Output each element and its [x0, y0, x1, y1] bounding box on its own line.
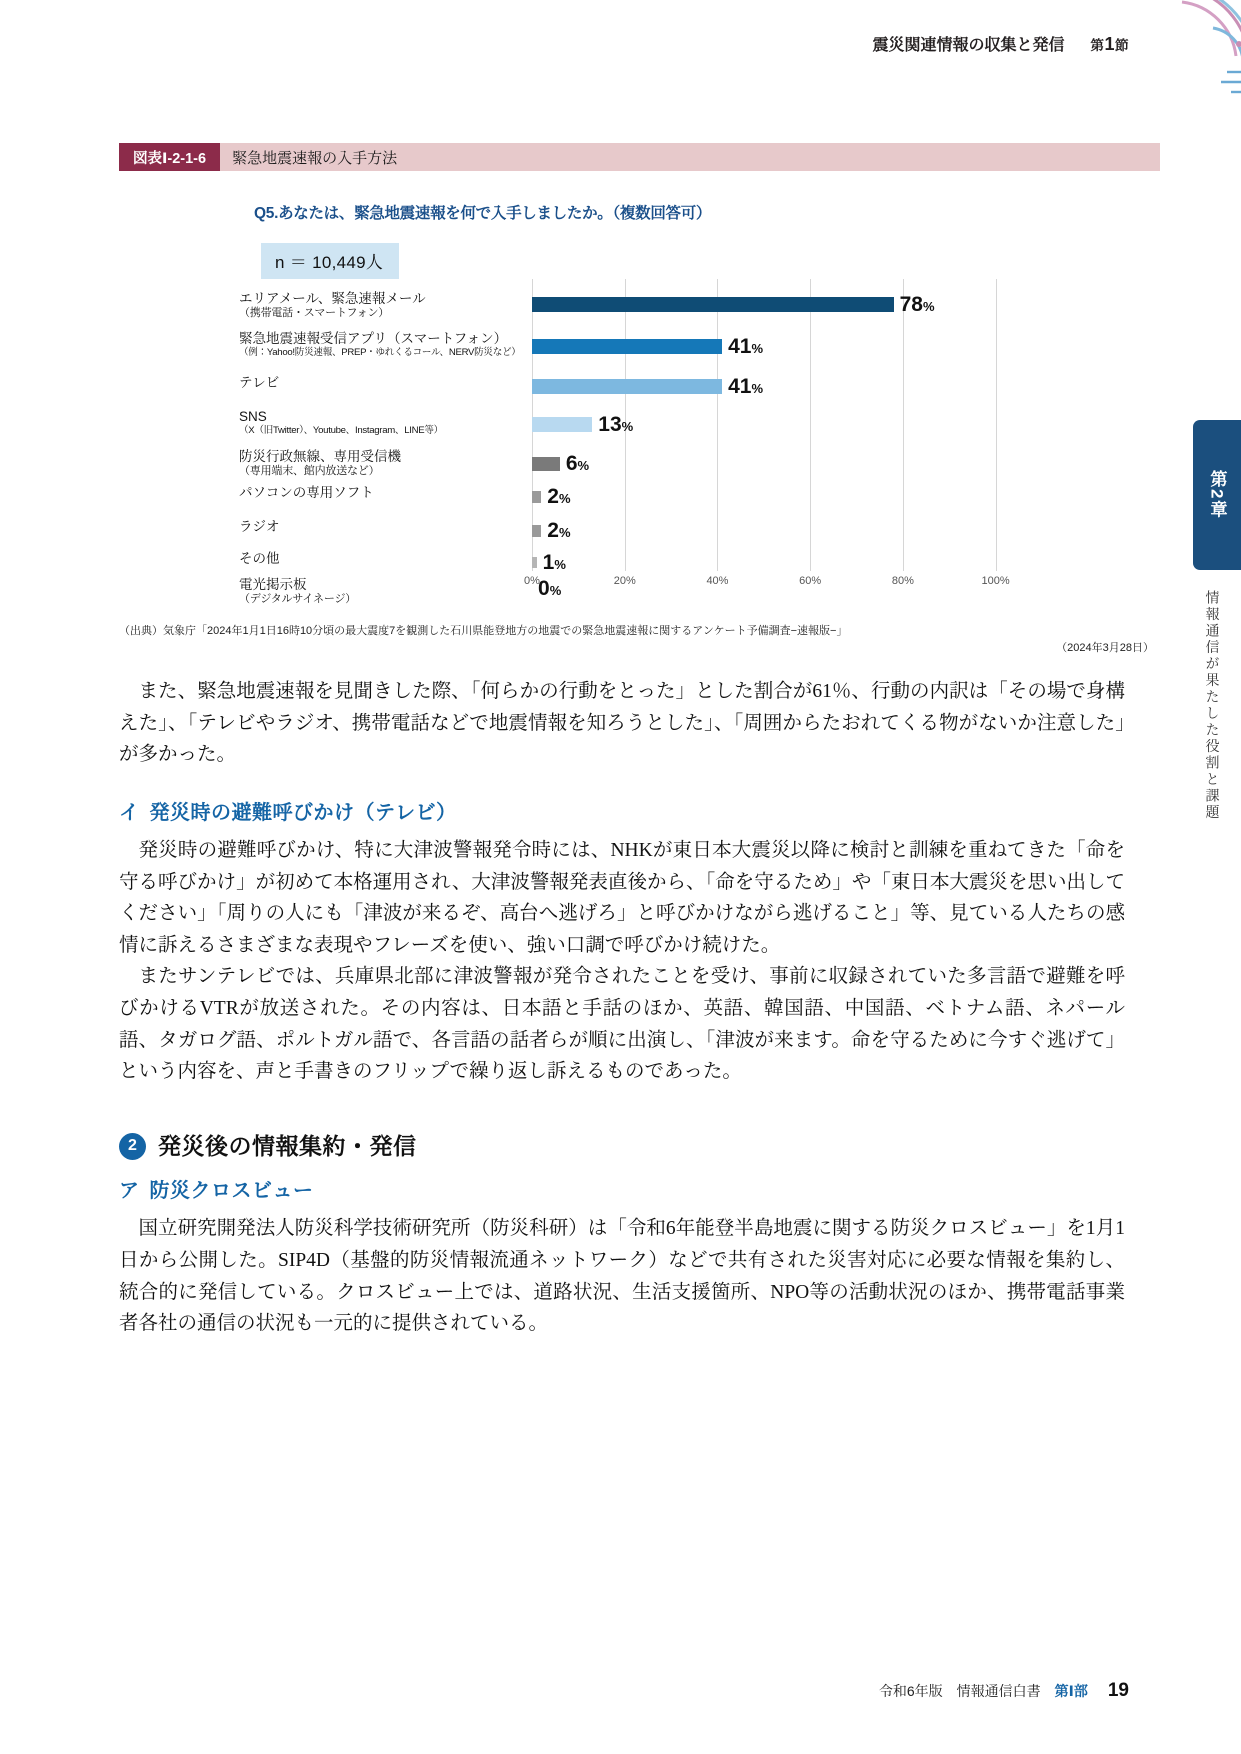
bar-value-number: 1	[542, 550, 555, 574]
bar-value-percent-sign: %	[554, 556, 566, 572]
category-label-main: エリアメール、緊急速報メール	[239, 291, 426, 306]
bar-value-percent-sign: %	[751, 380, 763, 396]
source-line-1: （出典）気象庁「2024年1月1日16時10分頃の最大震度7を観測した石川県能登地方の地震での緊急地震速報に関するアンケート予備調査−速報版−」	[119, 625, 848, 637]
header-title: 震災関連情報の収集と発信	[872, 37, 1065, 54]
figure-block	[119, 143, 1160, 654]
bar-value-percent-sign: %	[549, 583, 562, 598]
category-label	[239, 485, 529, 501]
bar-value-number: 0	[538, 577, 550, 600]
heading-text-a: 防災クロスビュー	[149, 1180, 314, 1202]
figure-caption: 緊急地震速報の入手方法	[220, 143, 1160, 171]
paragraph-2: 発災時の避難呼びかけ、特に大津波警報発令時には、NHKが東日本大震災以降に検討と訓練を重ねてきた「命を守る呼びかけ」が初めて本格運用され、大津波警報発表直後から、「命を守るため」や「東日本大震災を思い出してください」「周りの人にも「津波が来るぞ、高台へ逃げろ」と呼びかけながら逃げること」等、見ている人たちの感情に訴えるさまざまな表現やフレーズを使い、強い口調で呼びかけ続けた。	[119, 840, 1125, 956]
category-label	[239, 449, 529, 478]
bar-value-label	[900, 294, 935, 315]
category-label-column	[239, 279, 529, 605]
category-label-sub: （携帯電話・スマートフォン）	[239, 306, 390, 319]
heading-number-circle: 2	[119, 1133, 146, 1160]
figure-title-bar	[119, 143, 1160, 171]
paragraph-1: また、緊急地震速報を見聞きした際、「何らかの行動をとった」とした割合が61％、行動の内訳は「その場で身構えた」、「テレビやラジオ、携帯電話などで地震情報を知ろうとした」、「周囲からたおれてくる物がないか注意した」が多かった。	[119, 681, 1125, 766]
chart-bar	[532, 557, 537, 568]
bar-value-percent-sign: %	[577, 458, 590, 473]
gridline-60	[810, 279, 811, 571]
x-tick-label: 20%	[613, 575, 636, 587]
bar-value-label	[547, 520, 570, 541]
category-label-sub: （専用端末、館内放送など）	[239, 464, 380, 477]
footer-edition: 令和6年版	[878, 1683, 943, 1699]
x-tick-label: 60%	[799, 575, 822, 587]
page-footer	[879, 1680, 1129, 1702]
chart-bar	[532, 339, 722, 354]
category-label-main: ラジオ	[239, 519, 280, 534]
bar-value-number: 6	[565, 452, 578, 475]
category-label	[239, 519, 529, 535]
chart-bar	[532, 491, 541, 503]
gridline-100	[996, 279, 997, 571]
figure-body	[119, 171, 1160, 654]
chapter-side-tab-label: 第2章	[1207, 470, 1227, 520]
bar-value-number: 41	[728, 334, 752, 358]
bar-value-percent-sign: %	[922, 298, 935, 314]
bar-value-label	[728, 376, 763, 397]
chapter-side-tab	[1193, 420, 1241, 570]
category-label	[239, 409, 529, 436]
heading-marker-a: ア	[119, 1180, 140, 1202]
heading-sub-i	[119, 797, 1125, 829]
footer-doc-title: 情報通信白書	[956, 1683, 1041, 1699]
x-tick-label: 0%	[524, 575, 540, 587]
chart-bar	[532, 297, 894, 312]
heading-numbered-2	[119, 1128, 1125, 1165]
bar-value-number: 78	[899, 292, 923, 316]
category-label-main: 緊急地震速報受信アプリ（スマートフォン）	[239, 331, 508, 346]
bar-value-number: 2	[547, 485, 559, 508]
category-label-main: パソコンの専用ソフト	[239, 485, 374, 500]
footer-page-number: 19	[1107, 1680, 1129, 1701]
bar-value-percent-sign: %	[751, 340, 763, 356]
bar-value-number: 2	[547, 519, 559, 542]
heading-marker-i: イ	[119, 801, 140, 824]
bar-value-label	[566, 453, 589, 474]
x-axis-ticks	[524, 575, 1042, 595]
category-label-main: SNS	[239, 409, 267, 424]
category-label	[239, 375, 529, 391]
arc-graphic	[1081, 0, 1241, 118]
category-label-sub2: （X（旧Twitter）、Youtube、Instagram、LINE等）	[239, 424, 443, 436]
decorative-arcs	[1081, 0, 1241, 118]
bar-value-number: 41	[728, 374, 752, 398]
category-label	[239, 291, 529, 320]
chart-question-title: Q5.あなたは、緊急地震速報を何で入手しましたか。（複数回答可）	[254, 205, 712, 222]
bar-value-label	[598, 414, 633, 435]
header-section-number: 1	[1104, 34, 1115, 54]
figure-source-note	[119, 623, 1160, 656]
bar-value-label	[543, 552, 566, 573]
chart-bar	[532, 525, 541, 537]
heading-text-i: 発災時の避難呼びかけ（テレビ）	[149, 801, 457, 824]
bar-value-label	[547, 486, 570, 507]
gridline-40	[717, 279, 718, 571]
category-label	[239, 551, 529, 567]
bar-value-label	[728, 336, 763, 357]
bar-value-percent-sign: %	[558, 525, 571, 540]
paragraph-4: 国立研究開発法人防災科学技術研究所（防災科研）は「令和6年能登半島地震に関する防災クロスビュー」を1月1日から公開した。SIP4D（基盤的防災情報流通ネットワーク）などで共有された災害対応に必要な情報を集約し、統合的に発信している。クロスビュー上では、道路状況、生活支援箇所、NPO等の活動状況のほか、携帯電話事業者各社の通信の状況も一元的に提供されている。	[119, 1218, 1125, 1335]
category-label-main: テレビ	[239, 375, 280, 390]
footer-part: 第Ⅰ部	[1054, 1683, 1088, 1699]
category-label	[239, 577, 529, 606]
x-tick-label: 80%	[891, 575, 914, 587]
category-label-main: 防災行政無線、専用受信機	[239, 449, 401, 464]
category-label-main: その他	[239, 551, 280, 566]
chapter-side-text	[1203, 590, 1233, 910]
category-label-sub2: （例：Yahoo!防災速報、PREP・ゆれくるコール、NERV防災など）	[239, 346, 521, 358]
bar-value-percent-sign: %	[621, 418, 634, 434]
bar-value-number: 13	[598, 412, 622, 436]
figure-number-tag: 図表Ⅰ-2-1-6	[119, 143, 220, 171]
x-tick-label: 40%	[706, 575, 729, 587]
x-tick-label: 100%	[981, 575, 1010, 587]
heading-sub-a	[119, 1175, 1125, 1207]
header-section-label: 第1節	[1090, 34, 1129, 54]
category-label-main: 電光掲示板	[239, 577, 307, 592]
bar-value-percent-sign: %	[558, 491, 571, 506]
page-content	[119, 676, 1125, 1340]
source-line-2: （2024年3月28日）	[1056, 641, 1154, 654]
page-header	[0, 0, 1241, 92]
category-label	[239, 331, 529, 358]
sample-size-badge: n ＝ 10,449人	[261, 243, 399, 279]
category-label-sub: （デジタルサイネージ）	[239, 592, 357, 605]
chart-bar	[532, 457, 560, 471]
chart-bar	[532, 417, 592, 432]
bar-chart	[119, 279, 1160, 609]
gridline-80	[903, 279, 904, 571]
paragraph-3: またサンテレビでは、兵庫県北部に津波警報が発令されたことを受け、事前に収録されていた多言語で避難を呼びかけるVTRが放送された。その内容は、日本語と手話のほか、英語、韓国語、中国語、ベトナム語、ネパール語、タガログ語、ポルトガル語で、各言語の話者らが順に出演し、「津波が来ます。命を守るために今すぐ逃げて」という内容を、声と手書きのフリップで繰り返し訴えるものであった。	[119, 966, 1125, 1083]
chart-bar	[532, 379, 722, 394]
heading-number-text: 発災後の情報集約・発信	[158, 1132, 417, 1159]
chapter-side-text-label: 情報通信が果たした役割と課題	[1204, 590, 1221, 821]
